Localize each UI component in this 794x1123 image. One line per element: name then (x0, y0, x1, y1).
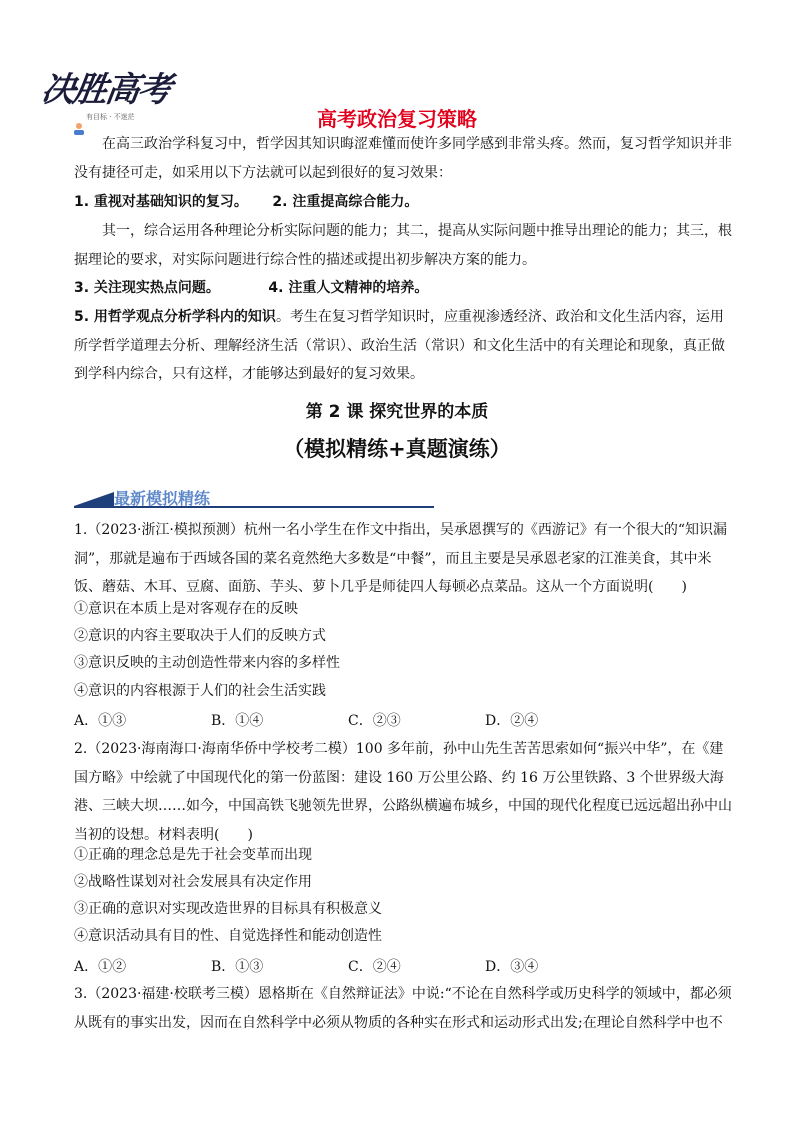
section-marker-icon (74, 492, 114, 506)
tip-row-1 (74, 188, 734, 217)
section-title: 最新模拟精练 (114, 489, 211, 508)
logo-text: 决胜高考 (38, 70, 173, 110)
page-title: 高考政治复习策略 (317, 107, 477, 131)
logo-tagline: 有目标 · 不迷茫 (86, 113, 135, 121)
question-3-stem: 3.（2023·福建·校联考三模）恩格斯在《自然辩证法》中说:“不论在自然科学或历史科学的领域中，都必须从既有的事实出发，因而在自然科学中必须从物质的各种实在形式和运动形式出发;在理论自然科学中也不 (74, 986, 732, 1031)
tip-5-detail: 。考生在复习哲学知识时，应重视渗透经济、政治和文化生活内容，运用所学哲学道理去分析、理解经济生活（常识）、政治生活（常识）和文化生活中的有关理论和现象，真正做到学科内综合，只有这样，才能够达到最好的复习效果。 (74, 309, 725, 382)
option-c[interactable]: C．②④ (348, 959, 401, 975)
question-2-stem: 2.（2023·海南海口·海南华侨中学校考二模）100 多年前，孙中山先生苦苦思索如何“振兴中华”，在《建国方略》中绘就了中国现代化的第一份蓝图：建设 160 万公里公路、约 16 万公里铁路、3 个世界级大海港、三峡大坝……如今，中国高铁飞驰领先世界，公路纵横遍布城乡，中国的现代化程度已远远超出孙中山当初的设想。材料表明( ) (74, 741, 732, 843)
tip-5: 5. 用哲学观点分析学科内的知识 (74, 309, 276, 325)
question-1-item: ④意识的内容根源于人们的社会生活实践 (74, 683, 326, 699)
option-a[interactable]: A．①② (74, 959, 127, 975)
lesson-subtitle: （模拟精练+真题演练） (283, 437, 511, 461)
question-2-item: ④意识活动具有目的性、自觉选择性和能动创造性 (74, 928, 382, 944)
option-d[interactable]: D．③④ (485, 959, 539, 975)
question-1-item: ②意识的内容主要取决于人们的反映方式 (74, 628, 326, 644)
option-b[interactable]: B．①③ (211, 959, 264, 975)
tip-2: 2. 注重提高综合能力。 (272, 194, 419, 210)
option-a[interactable]: A．①③ (74, 713, 127, 729)
option-c[interactable]: C．②③ (348, 713, 401, 729)
tip-row-2 (74, 274, 734, 303)
option-d[interactable]: D．②④ (485, 713, 539, 729)
tip-2-detail: 其一，综合运用各种理论分析实际问题的能力；其二，提高从实际问题中推导出理论的能力；其三，根据理论的要求，对实际问题进行综合性的描述或提出初步解决方案的能力。 (74, 223, 732, 268)
tip-3: 3. 关注现实热点问题。 (74, 280, 220, 296)
tip-4: 4. 注重人文精神的培养。 (268, 280, 429, 296)
lesson-title: 第 2 课 探究世界的本质 (305, 402, 489, 422)
question-1-stem: 1.（2023·浙江·模拟预测）杭州一名小学生在作文中指出，吴承恩撰写的《西游记》有一个很大的“知识漏洞”，那就是遍布于西域各国的菜名竟然绝大多数是“中餐”，而且主要是吴承恩老家的江淮美食，其中米饭、蘑菇、木耳、豆腐、面筋、芋头、萝卜几乎是师徒四人每顿必点菜品。这从一个方面说明( ) (74, 522, 728, 595)
option-b[interactable]: B．①④ (211, 713, 264, 729)
tip-5-paragraph (74, 303, 734, 389)
section-header (74, 486, 434, 510)
question-1-item: ①意识在本质上是对客观存在的反映 (74, 601, 298, 617)
intro-paragraph: 在高三政治学科复习中，哲学因其知识晦涩难懂而使许多同学感到非常头疼。然而，复习哲学知识并非没有捷径可走，如采用以下方法就可以起到很好的复习效果： (74, 136, 732, 181)
question-2-item: ③正确的意识对实现改造世界的目标具有积极意义 (74, 901, 382, 917)
question-1-item: ③意识反映的主动创造性带来内容的多样性 (74, 655, 340, 671)
question-2-item: ②战略性谋划对社会发展具有决定作用 (74, 874, 312, 890)
tip-1: 1. 重视对基础知识的复习。 (74, 194, 248, 210)
question-2-item: ①正确的理念总是先于社会变革而出现 (74, 847, 312, 863)
